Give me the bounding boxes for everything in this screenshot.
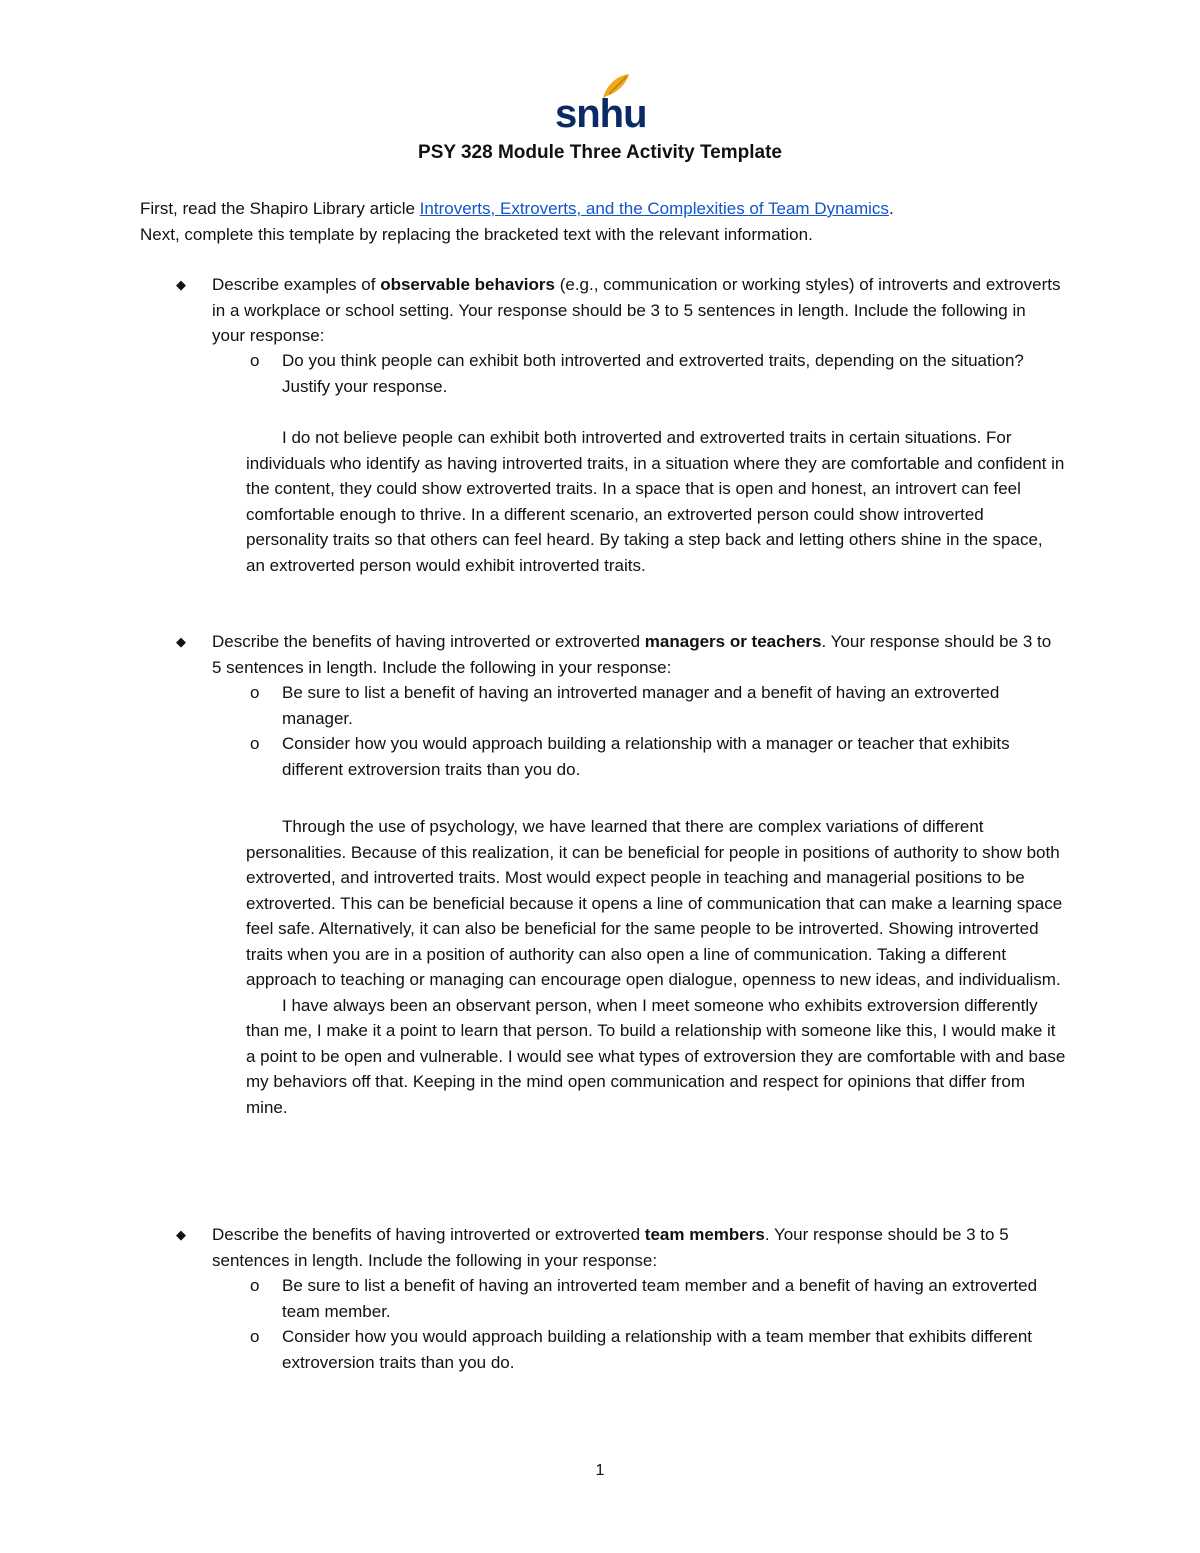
prompt-bold: observable behaviors	[380, 275, 555, 294]
sub-marker: o	[250, 1276, 260, 1295]
response-paragraph: Through the use of psychology, we have learned that there are complex variations of different personalities. Because of this realization, it can be beneficial for people in positions of authority to show both extroverted, and introverted traits. Most would expect people in teaching and managerial positions to be extroverted. This can be beneficial because it opens a line of communication that can make a learning space feel safe. Alternatively, it can also be beneficial for the same people to be introverted. Showing introverted traits when you are in a position of authority can also open a line of communication. Taking a different approach to teaching or managing can encourage open dialogue, openness to new ideas, and individualism.	[246, 817, 1063, 989]
prompt-text	[212, 1222, 1062, 1273]
response-block	[246, 814, 1066, 1120]
prompt-part: Describe the benefits of having introverted or extroverted	[212, 632, 645, 651]
bullet-icon: ◆	[176, 277, 186, 292]
prompt-text	[212, 272, 1062, 349]
page-number: 1	[595, 1462, 605, 1479]
response-paragraph: I have always been an observant person, when I meet someone who exhibits extroversion differently than me, I make it a point to learn that person. To build a relationship with someone like this, I would make it a point to be open and vulnerable. I would see what types of extroversion they are comfortable with and base my behaviors off that. Keeping in the mind open communication and respect for opinions that differ from mine.	[246, 995, 1066, 1117]
response-paragraph: I do not believe people can exhibit both introverted and extroverted traits in certain situations. For individuals who identify as having introverted traits, in a situation where they are comfortable and confident in the content, they could show extroverted traits. In a space that is open and honest, an introvert can feel comfortable enough to thrive. In a different scenario, an extroverted person could show introverted personality traits so that others can feel heard. By taking a step back and letting others shine in the space, an extroverted person would exhibit introverted traits.	[246, 428, 1065, 575]
prompt-bold: managers or teachers	[644, 632, 822, 651]
subpoint-text: Do you think people can exhibit both introverted and extroverted traits, depending on the situation? Justify your response.	[282, 351, 1024, 396]
prompt-part: (e.g., communication or working styles) of introverts and extroverts in a workplace or school setting. Your response should be 3 to 5 sentences in length. Include the following in your response:	[212, 275, 1061, 345]
sub-marker: o	[250, 351, 260, 370]
intro-instructions: Next, complete this template by replacing the bracketed text with the relevant information.	[140, 224, 813, 244]
snhu-logo	[555, 72, 647, 136]
subpoint-text: Be sure to list a benefit of having an introverted team member and a benefit of having an extroverted team member.	[282, 1276, 1038, 1321]
intro-period: .	[888, 199, 894, 218]
article-link[interactable]: Introverts, Extroverts, and the Complexities of Team Dynamics	[419, 199, 889, 218]
bullet-icon: ◆	[176, 1227, 186, 1242]
subpoint-text: Consider how you would approach building a relationship with a team member that exhibits different extroversion traits than you do.	[282, 1327, 1033, 1372]
sub-marker: o	[250, 1327, 260, 1346]
prompt-part: Describe examples of	[212, 275, 381, 294]
prompt-bold: team members	[644, 1225, 765, 1244]
sub-marker: o	[250, 683, 260, 702]
response-block	[246, 425, 1066, 578]
subpoint-text: Consider how you would approach building a relationship with a manager or teacher that exhibits different extroversion traits than you do.	[282, 734, 1010, 779]
subpoint-text: Be sure to list a benefit of having an introverted manager and a benefit of having an extroverted manager.	[282, 683, 1000, 728]
prompt-part: Describe the benefits of having introverted or extroverted	[212, 1225, 645, 1244]
prompt-text	[212, 629, 1062, 680]
prompt-part: . Your response should be 3 to 5 sentences in length. Include the following in your response:	[212, 632, 1052, 677]
intro-text: First, read the Shapiro Library article	[140, 199, 420, 218]
logo-text: snhu	[555, 92, 647, 136]
prompt-part: . Your response should be 3 to 5 sentences in length. Include the following in your response:	[212, 1225, 1009, 1270]
bullet-icon: ◆	[176, 634, 186, 649]
page-title: PSY 328 Module Three Activity Template	[418, 142, 782, 163]
sub-marker: o	[250, 734, 260, 753]
intro-paragraph	[140, 196, 1060, 247]
